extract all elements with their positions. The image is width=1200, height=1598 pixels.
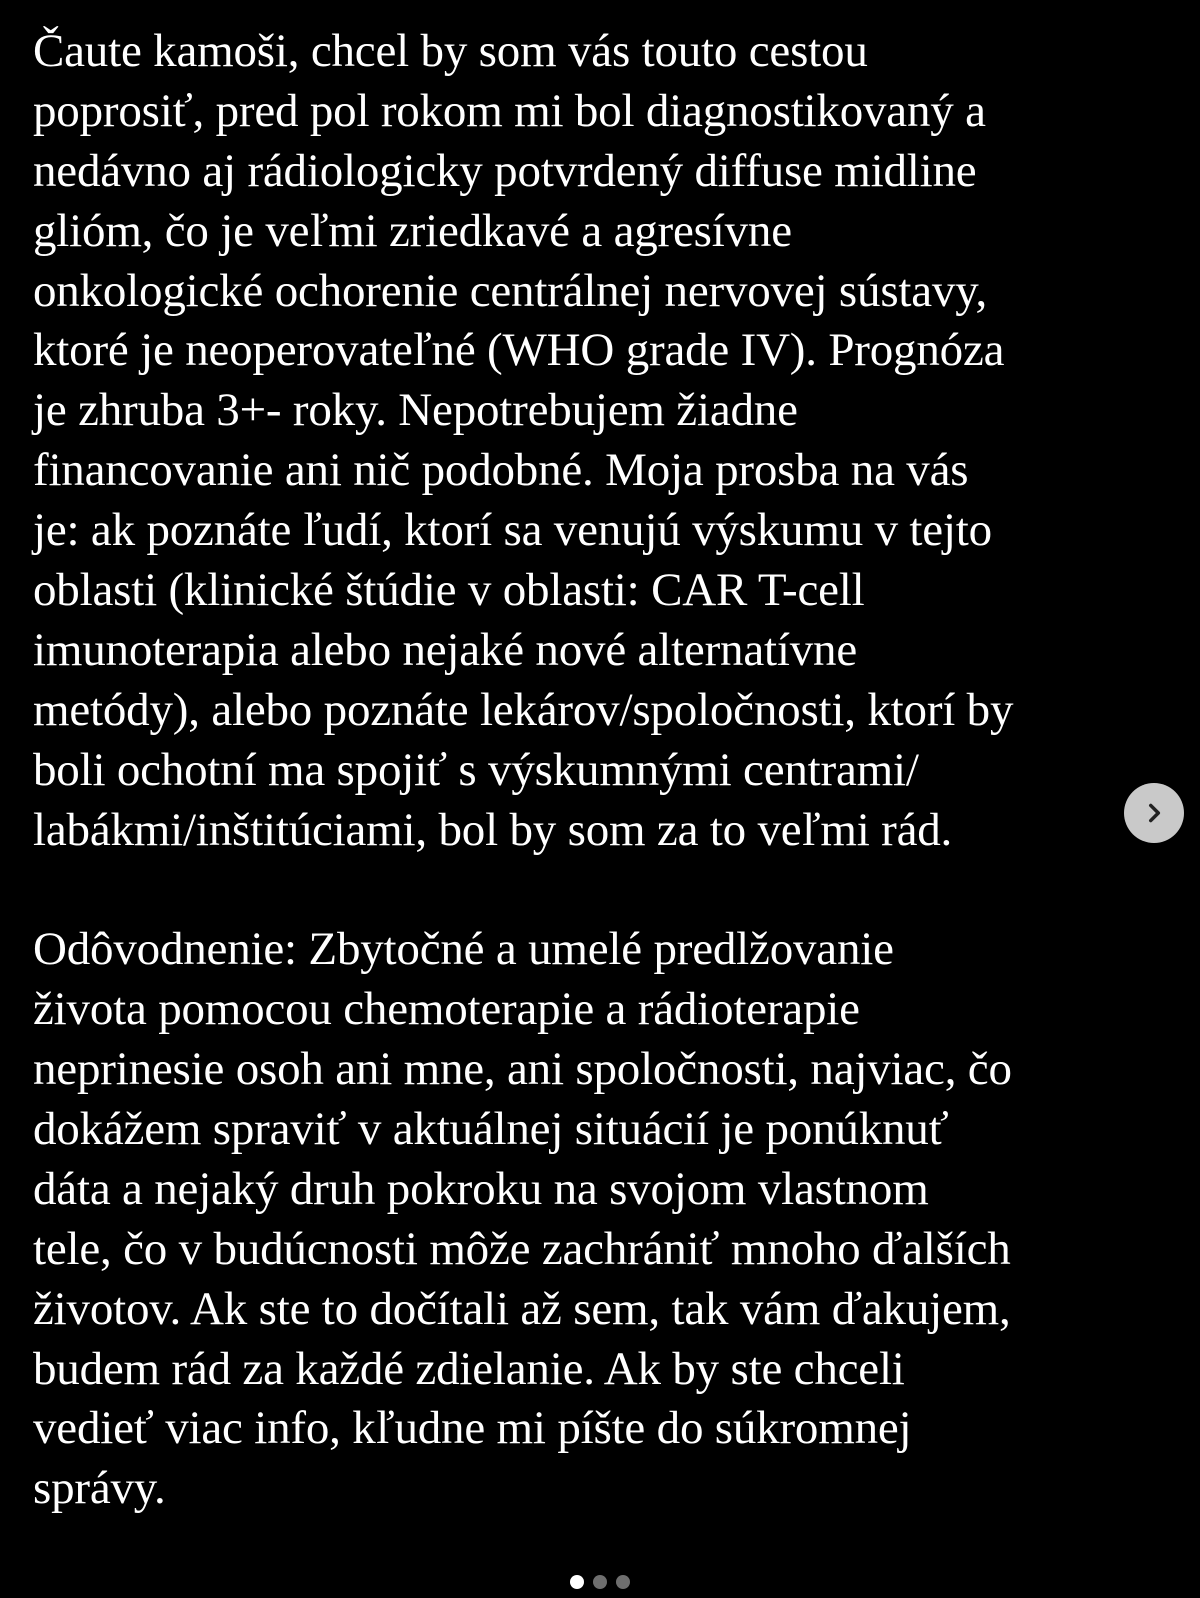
text-line: Odôvodnenie: Zbytočné a umelé predlžovanie <box>33 923 894 976</box>
next-slide-button[interactable] <box>1124 783 1184 843</box>
pagination-dot[interactable] <box>593 1575 607 1589</box>
text-line: Čaute kamoši, chcel by som vás touto cestou <box>33 25 868 77</box>
text-line: poprosiť, pred pol rokom mi bol diagnostikovaný a <box>33 84 986 137</box>
text-line: života pomocou chemoterapie a rádioterapie <box>33 983 860 1036</box>
text-line: ktoré je neoperovateľné (WHO grade IV). Prognóza <box>33 324 1005 377</box>
text-line: je zhruba 3+- roky. Nepotrebujem žiadne <box>33 384 798 437</box>
paragraph-spacer <box>33 860 1183 920</box>
text-line: boli ochotní ma spojiť s výskumnými centrami/ <box>33 743 919 796</box>
pagination-dot[interactable] <box>616 1575 630 1589</box>
text-line: tele, čo v budúcnosti môže zachrániť mnoho ďalších <box>33 1222 1011 1275</box>
text-line: dokážem spraviť v aktuálnej situácií je ponúknuť <box>33 1103 949 1156</box>
text-line: životov. Ak ste to dočítali až sem, tak vám ďakujem, <box>33 1282 1011 1335</box>
text-line: neprinesie osoh ani mne, ani spoločnosti, najviac, čo <box>33 1043 1012 1096</box>
paragraph-1 <box>33 22 1183 860</box>
text-line: budem rád za každé zdielanie. Ak by ste chceli <box>33 1342 905 1395</box>
text-line: dáta a nejaký druh pokroku na svojom vlastnom <box>33 1162 929 1215</box>
text-line: glióm, čo je veľmi zriedkavé a agresívne <box>33 204 792 257</box>
post-text <box>33 22 1183 1519</box>
text-line: vedieť viac info, kľudne mi píšte do súkromnej <box>33 1402 912 1455</box>
text-line: oblasti (klinické štúdie v oblasti: CAR T-cell <box>33 564 865 617</box>
text-line: je: ak poznáte ľudí, ktorí sa venujú výskumu v tejto <box>33 504 992 557</box>
text-line: nedávno aj rádiologicky potvrdený diffuse midline <box>33 144 977 197</box>
text-line: metódy), alebo poznáte lekárov/spoločnosti, ktorí by <box>33 683 1014 736</box>
text-line: financovanie ani nič podobné. Moja prosba na vás <box>33 444 969 497</box>
paragraph-2 <box>33 920 1183 1519</box>
text-line: labákmi/inštitúciami, bol by som za to veľmi rád. <box>33 803 953 856</box>
carousel-pagination <box>0 1575 1200 1589</box>
text-line: onkologické ochorenie centrálnej nervovej sústavy, <box>33 264 988 317</box>
text-line: imunoterapia alebo nejaké nové alternatívne <box>33 623 857 676</box>
chevron-right-icon <box>1141 800 1167 826</box>
pagination-dot-active[interactable] <box>570 1575 584 1589</box>
text-line: správy. <box>33 1462 166 1515</box>
